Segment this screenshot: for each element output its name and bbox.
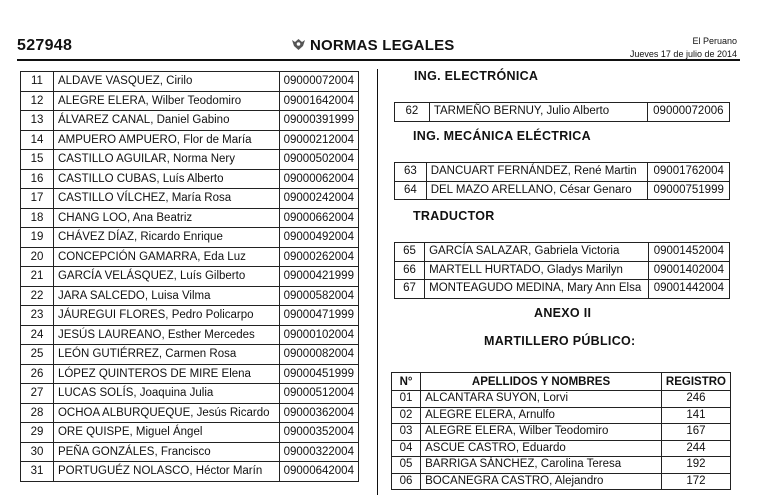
row-registry: 192	[661, 457, 730, 474]
row-number: 25	[21, 345, 54, 365]
table-row	[21, 403, 359, 423]
publisher-name: El Peruano	[692, 36, 737, 46]
table-row	[21, 423, 359, 443]
row-number: 31	[21, 462, 54, 482]
section-title-traductor: TRADUCTOR	[413, 209, 495, 223]
table-row	[392, 440, 731, 457]
row-registry: 167	[661, 424, 730, 441]
electronica-table	[394, 102, 730, 122]
row-number: 28	[21, 403, 54, 423]
table-row	[395, 261, 730, 280]
table-row	[21, 169, 359, 189]
row-number: 29	[21, 423, 54, 443]
header-registry: REGISTRO	[661, 373, 730, 391]
row-code: 09000322004	[279, 442, 358, 462]
row-number: 23	[21, 306, 54, 326]
row-name: TARMEÑO BERNUY, Julio Alberto	[429, 103, 647, 122]
row-code: 09000352004	[279, 423, 358, 443]
coat-of-arms-icon	[291, 38, 306, 51]
left-list-table	[20, 71, 359, 482]
row-name: JÁUREGUI FLORES, Pedro Policarpo	[53, 306, 279, 326]
row-name: ALEGRE ELERA, Wilber Teodomiro	[421, 424, 662, 441]
row-name: JARA SALCEDO, Luisa Vilma	[53, 286, 279, 306]
header-names: APELLIDOS Y NOMBRES	[421, 373, 662, 391]
row-code: 09000072006	[647, 103, 729, 122]
annex-title: ANEXO II	[534, 306, 592, 320]
row-number: 62	[395, 103, 430, 122]
table-row	[392, 424, 731, 441]
table-row	[392, 407, 731, 424]
row-number: 19	[21, 228, 54, 248]
row-name: CHANG LOO, Ana Beatriz	[53, 208, 279, 228]
table-row	[21, 208, 359, 228]
row-name: GARCÍA VELÁSQUEZ, Luís Gilberto	[53, 267, 279, 287]
row-code: 09000492004	[279, 228, 358, 248]
row-code: 09000451999	[279, 364, 358, 384]
row-code: 09001642004	[279, 91, 358, 111]
row-number: 20	[21, 247, 54, 267]
row-number: 14	[21, 130, 54, 150]
header-number: N°	[392, 373, 421, 391]
row-code: 09000242004	[279, 189, 358, 209]
table-row	[21, 111, 359, 131]
table-row	[21, 130, 359, 150]
row-name: OCHOA ALBURQUEQUE, Jesús Ricardo	[53, 403, 279, 423]
row-name: ASCUE CASTRO, Eduardo	[421, 440, 662, 457]
row-name: LÓPEZ QUINTEROS DE MIRE Elena	[53, 364, 279, 384]
row-number: 66	[395, 261, 425, 280]
row-name: GARCÍA SALAZAR, Gabriela Victoria	[425, 243, 649, 262]
publication-logo	[291, 37, 454, 54]
row-registry: 141	[661, 407, 730, 424]
row-code: 09000502004	[279, 150, 358, 170]
row-number: 04	[392, 440, 421, 457]
row-number: 63	[395, 163, 427, 182]
row-registry: 246	[661, 391, 730, 408]
table-row	[395, 103, 730, 122]
row-number: 16	[21, 169, 54, 189]
row-number: 65	[395, 243, 425, 262]
row-number: 27	[21, 384, 54, 404]
page-header	[0, 0, 768, 62]
row-code: 09001452004	[648, 243, 729, 262]
row-number: 67	[395, 280, 425, 299]
row-number: 03	[392, 424, 421, 441]
row-number: 06	[392, 473, 421, 490]
table-row	[21, 189, 359, 209]
row-number: 26	[21, 364, 54, 384]
section-title-mecanica-electrica: ING. MECÁNICA ELÉCTRICA	[413, 129, 591, 143]
row-name: ORE QUISPE, Miguel Ángel	[53, 423, 279, 443]
header-rule	[17, 59, 740, 61]
table-row	[21, 364, 359, 384]
table-row	[21, 150, 359, 170]
row-name: LEÓN GUTIÉRREZ, Carmen Rosa	[53, 345, 279, 365]
row-number: 12	[21, 91, 54, 111]
table-row	[395, 163, 730, 182]
row-code: 09001402004	[648, 261, 729, 280]
row-code: 09000471999	[279, 306, 358, 326]
row-name: DEL MAZO ARELLANO, César Genaro	[426, 181, 648, 200]
table-row	[21, 345, 359, 365]
table-row	[21, 462, 359, 482]
row-code: 09000102004	[279, 325, 358, 345]
row-code: 09000362004	[279, 403, 358, 423]
row-code: 09000391999	[279, 111, 358, 131]
table-row	[21, 325, 359, 345]
annex-subtitle: MARTILLERO PÚBLICO:	[484, 334, 636, 348]
martillero-table	[391, 372, 731, 490]
row-name: AMPUERO AMPUERO, Flor de María	[53, 130, 279, 150]
row-name: PORTUGUÉZ NOLASCO, Héctor Marín	[53, 462, 279, 482]
row-name: ALDAVE VASQUEZ, Cirilo	[53, 72, 279, 92]
traductor-table	[394, 242, 730, 299]
row-code: 09000751999	[648, 181, 730, 200]
row-number: 11	[21, 72, 54, 92]
table-row	[21, 91, 359, 111]
table-row	[21, 442, 359, 462]
table-row	[395, 243, 730, 262]
row-code: 09000082004	[279, 345, 358, 365]
publication-date: Jueves 17 de julio de 2014	[629, 49, 737, 59]
row-number: 18	[21, 208, 54, 228]
row-name: ALCANTARA SUYON, Lorvi	[421, 391, 662, 408]
row-name: MONTEAGUDO MEDINA, Mary Ann Elsa	[425, 280, 649, 299]
table-row	[21, 286, 359, 306]
table-row	[392, 473, 731, 490]
table-row	[395, 280, 730, 299]
row-code: 09000421999	[279, 267, 358, 287]
table-row	[21, 228, 359, 248]
page-number: 527948	[17, 37, 73, 54]
row-name: ÁLVAREZ CANAL, Daniel Gabino	[53, 111, 279, 131]
row-name: CHÁVEZ DÍAZ, Ricardo Enrique	[53, 228, 279, 248]
mecanica-electrica-table	[394, 162, 730, 200]
table-header-row	[392, 373, 731, 391]
row-name: JESÚS LAUREANO, Esther Mercedes	[53, 325, 279, 345]
row-number: 15	[21, 150, 54, 170]
row-code: 09000062004	[279, 169, 358, 189]
row-name: ALEGRE ELERA, Wilber Teodomiro	[53, 91, 279, 111]
row-name: CASTILLO CUBAS, Luís Alberto	[53, 169, 279, 189]
row-code: 09000512004	[279, 384, 358, 404]
row-number: 17	[21, 189, 54, 209]
table-row	[21, 247, 359, 267]
row-name: MARTELL HURTADO, Gladys Marilyn	[425, 261, 649, 280]
row-number: 02	[392, 407, 421, 424]
table-row	[21, 306, 359, 326]
row-number: 30	[21, 442, 54, 462]
publication-title: NORMAS LEGALES	[310, 37, 455, 54]
row-code: 09000582004	[279, 286, 358, 306]
row-number: 24	[21, 325, 54, 345]
row-name: CONCEPCIÓN GAMARRA, Eda Luz	[53, 247, 279, 267]
row-number: 64	[395, 181, 427, 200]
row-number: 05	[392, 457, 421, 474]
row-code: 09000212004	[279, 130, 358, 150]
row-number: 01	[392, 391, 421, 408]
row-code: 09001442004	[648, 280, 729, 299]
row-name: CASTILLO VÍLCHEZ, María Rosa	[53, 189, 279, 209]
table-row	[21, 384, 359, 404]
table-row	[21, 267, 359, 287]
row-name: PEÑA GONZÁLES, Francisco	[53, 442, 279, 462]
row-registry: 244	[661, 440, 730, 457]
row-name: BARRIGA SÁNCHEZ, Carolina Teresa	[421, 457, 662, 474]
row-code: 09000262004	[279, 247, 358, 267]
row-number: 13	[21, 111, 54, 131]
row-code: 09000642004	[279, 462, 358, 482]
section-title-electronica: ING. ELECTRÓNICA	[414, 69, 539, 83]
row-number: 22	[21, 286, 54, 306]
row-code: 09000072004	[279, 72, 358, 92]
row-name: BOCANEGRA CASTRO, Alejandro	[421, 473, 662, 490]
table-row	[21, 72, 359, 92]
table-row	[395, 181, 730, 200]
row-code: 09000662004	[279, 208, 358, 228]
row-registry: 172	[661, 473, 730, 490]
row-code: 09001762004	[648, 163, 730, 182]
row-number: 21	[21, 267, 54, 287]
column-divider	[377, 69, 378, 495]
table-row	[392, 457, 731, 474]
row-name: ALEGRE ELERA, Arnulfo	[421, 407, 662, 424]
table-row	[392, 391, 731, 408]
row-name: CASTILLO AGUILAR, Norma Nery	[53, 150, 279, 170]
row-name: DANCUART FERNÁNDEZ, René Martin	[426, 163, 648, 182]
row-name: LUCAS SOLÍS, Joaquina Julia	[53, 384, 279, 404]
